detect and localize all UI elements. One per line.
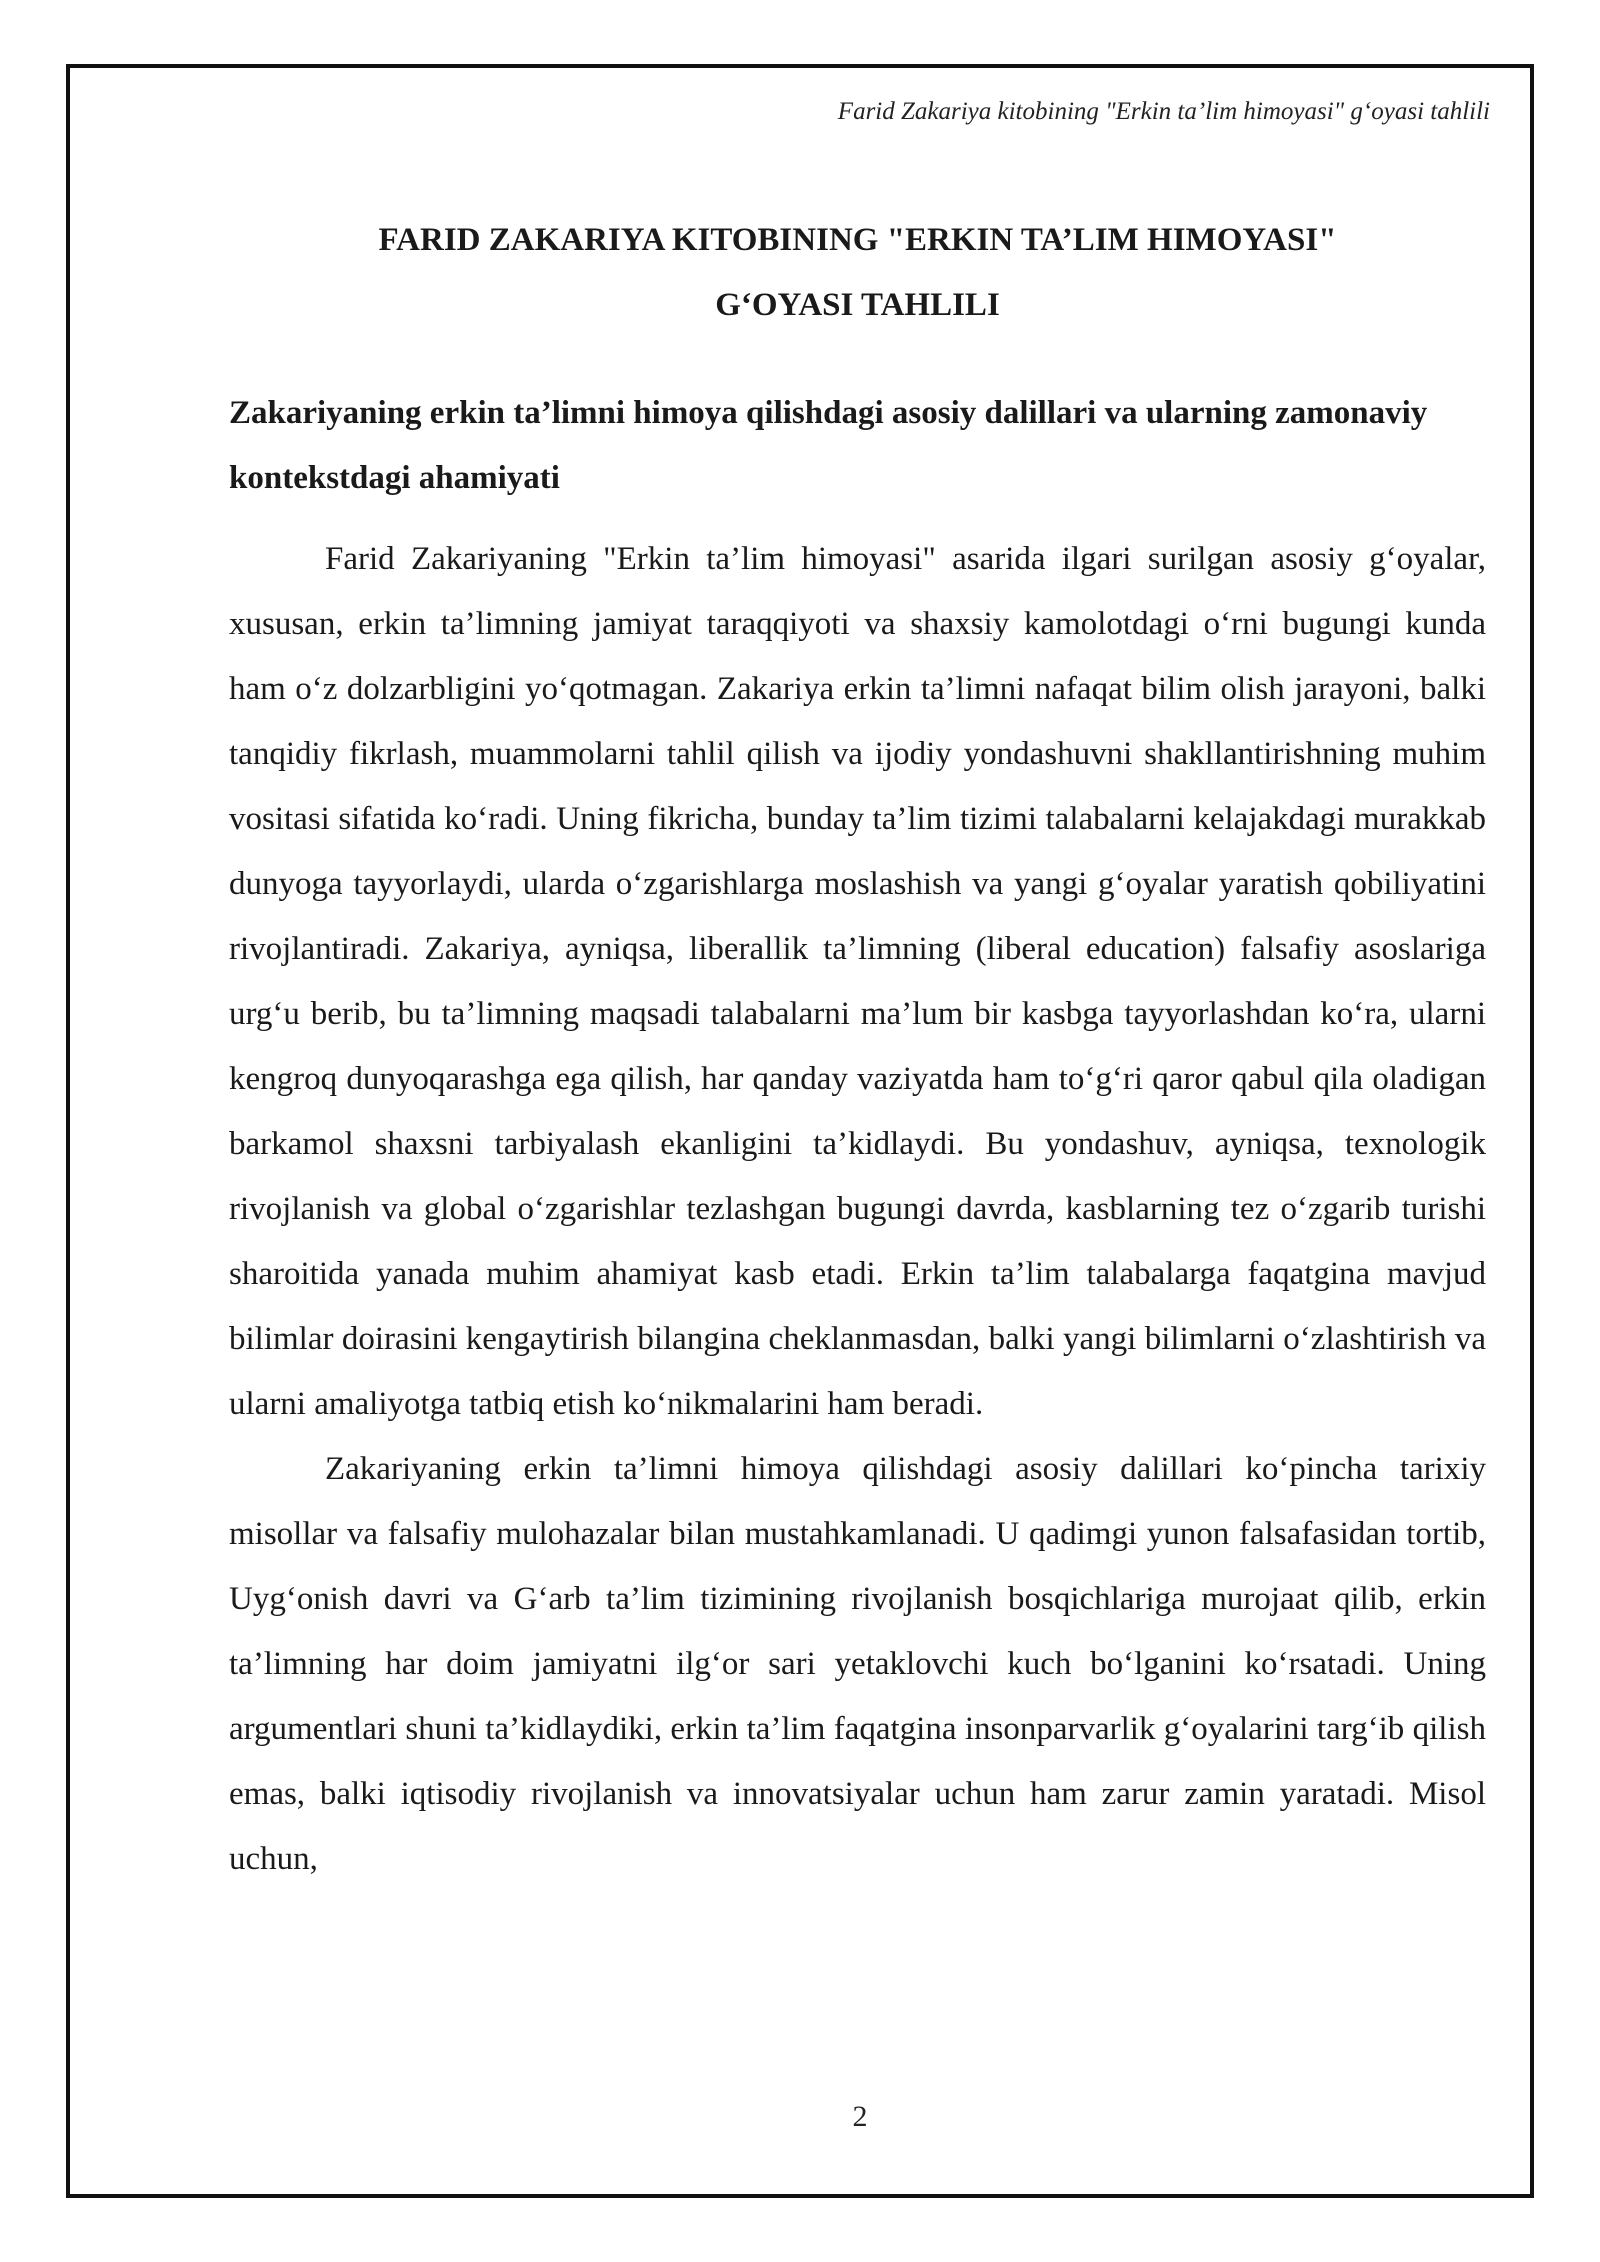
body-text xyxy=(229,527,1486,1892)
page-number: 2 xyxy=(852,2100,868,2133)
paragraph-2: Zakariyaning erkin ta’limni himoya qilishdagi asosiy dalillari ko‘pincha tarixiy misollar va falsafiy mulohazalar bilan mustahkamlanadi. U qadimgi yunon falsafasidan tortib, Uyg‘onish davri va G‘arb ta’lim tizimining rivojlanish bosqichlariga murojaat qilib, erkin ta’limning har doim jamiyatni ilg‘or sari yetaklovchi kuch bo‘lganini ko‘rsatadi. Uning argumentlari shuni ta’kidlaydiki, erkin ta’lim faqatgina insonparvarlik g‘oyalarini targ‘ib qilish emas, balki iqtisodiy rivojlanish va innovatsiyalar uchun ham zarur zamin yaratadi. Misol uchun, xyxy=(229,1451,1486,1877)
document-title-line-1: FARID ZAKARIYA KITOBINING "ERKIN TA’LIM HIMOYASI" xyxy=(378,222,1337,258)
document-title-line-2: G‘OYASI TAHLILI xyxy=(715,287,1000,323)
paragraph-1: Farid Zakariyaning "Erkin ta’lim himoyasi" asarida ilgari surilgan asosiy g‘oyalar, xususan, erkin ta’limning jamiyat taraqqiyoti va shaxsiy kamolotdagi o‘rni bugungi kunda ham o‘z dolzarbligini yo‘qotmagan. Zakariya erkin ta’limni nafaqat bilim olish jarayoni, balki tanqidiy fikrlash, muammolarni tahlil qilish va ijodiy yondashuvni shakllantirishning muhim vositasi sifatida ko‘radi. Uning fikricha, bunday ta’lim tizimi talabalarni kelajakdagi murakkab dunyoga tayyorlaydi, ularda o‘zgarishlarga moslashish va yangi g‘oyalar yaratish qobiliyatini rivojlantiradi. Zakariya, ayniqsa, liberallik ta’limning (liberal education) falsafiy asoslariga urg‘u berib, bu ta’limning maqsadi talabalarni ma’lum bir kasbga tayyorlashdan ko‘ra, ularni kengroq dunyoqarashga ega qilish, har qanday vaziyatda ham to‘g‘ri qaror qabul qila oladigan barkamol shaxsni tarbiyalash ekanligini ta’kidlaydi. Bu yondashuv, ayniqsa, texnologik rivojlanish va global o‘zgarishlar tezlashgan bugungi davrda, kasblarning tez o‘zgarib turishi sharoitida yanada muhim ahamiyat kasb etadi. Erkin ta’lim talabalarga faqatgina mavjud bilimlar doirasini kengaytirish bilangina cheklanmasdan, balki yangi bilimlarni o‘zlashtirish va ularni amaliyotga tatbiq etish ko‘nikmalarini ham beradi. xyxy=(229,541,1486,1422)
running-header: Farid Zakariya kitobining "Erkin ta’lim himoyasi" g‘oyasi tahlili xyxy=(837,98,1490,125)
document-title xyxy=(229,208,1486,338)
section-heading: Zakariyaning erkin ta’limni himoya qilishdagi asosiy dalillari va ularning zamonaviy kontekstdagi ahamiyati xyxy=(229,395,1428,496)
